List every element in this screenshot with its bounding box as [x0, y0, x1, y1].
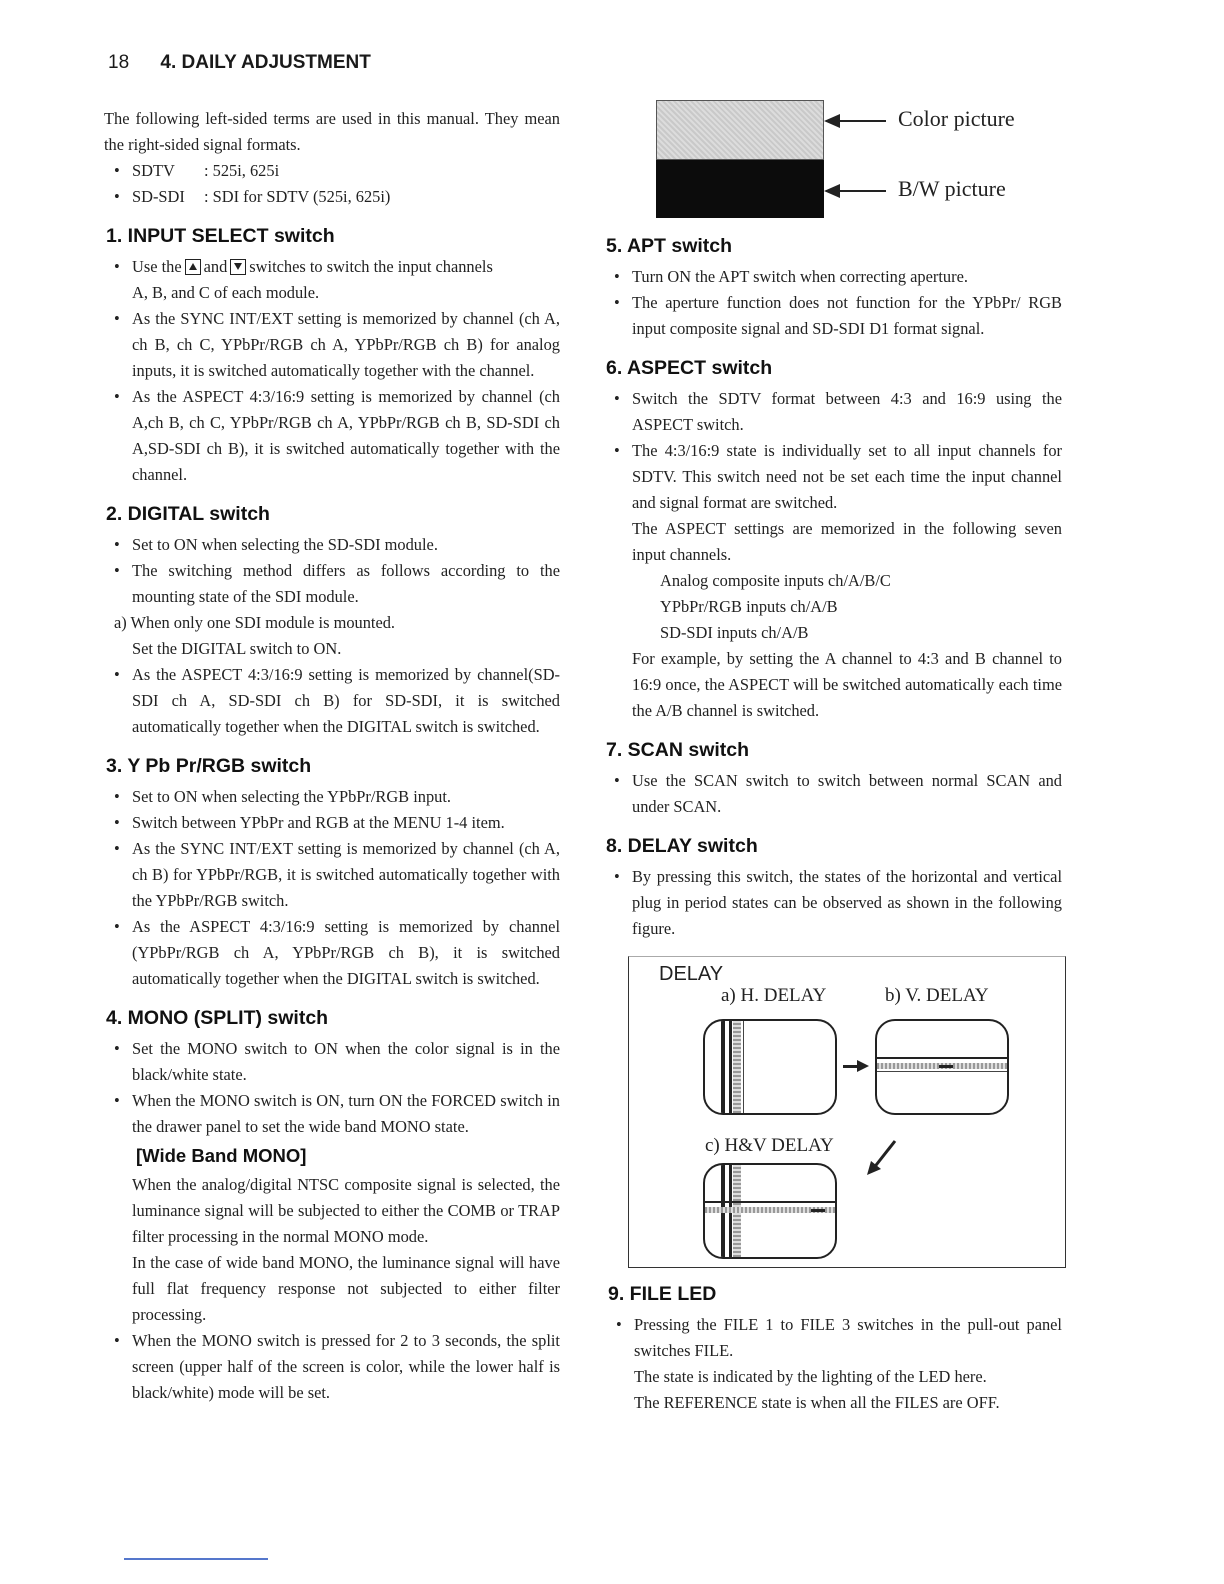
sub-heading-wide-band-mono: [Wide Band MONO] [136, 1145, 307, 1166]
list-item: • As the SYNC INT/EXT setting is memorized by channel (ch A, ch B, ch C, YPbPr/RGB ch A, YPbPr/RGB ch B) for analog inputs, it is switched automatically together with the channel. [104, 306, 560, 384]
list-item: • Set to ON when selecting the YPbPr/RGB input. [104, 784, 560, 810]
paragraph: In the case of wide band MONO, the luminance signal will have full flat frequency response not subjected to either filter processing. [132, 1253, 560, 1324]
list-item: • Pressing the FILE 1 to FILE 3 switches in the pull-out panel switches FILE. [606, 1312, 1062, 1364]
paragraph: The state is indicated by the lighting of the LED here. [634, 1367, 987, 1386]
paragraph: The REFERENCE state is when all the FILES are OFF. [634, 1393, 1000, 1412]
left-column [104, 106, 560, 1406]
list-item: • By pressing this switch, the states of the horizontal and vertical plug in period states can be observed as shown in the following figure. [604, 864, 1062, 942]
term-row: • SDTV : 525i, 625i [104, 158, 560, 184]
file-led-section [606, 1280, 1062, 1416]
term-def: : 525i, 625i [204, 161, 280, 180]
list-item: • As the ASPECT 4:3/16:9 setting is memorized by channel (ch A,ch B, ch C, YPbPr/RGB ch A, YPbPr/RGB ch B, SD-SDI ch A,SD-SDI ch B), it is switched automatically together with the channel. [104, 384, 560, 488]
section-heading-digital: 2. DIGITAL switch [106, 503, 270, 525]
section-heading-ypbpr: 3. Y Pb Pr/RGB switch [106, 755, 312, 777]
h-delay-screen [703, 1019, 837, 1115]
arrow-left-icon [826, 190, 886, 192]
list-item: Analog composite inputs ch/A/B/C [660, 571, 891, 590]
list-item: • As the SYNC INT/EXT setting is memorized by channel (ch A, ch B) for YPbPr/RGB, it is switched automatically together with the YPbPr/RGB switch. [104, 836, 560, 914]
chapter-title: 4. DAILY ADJUSTMENT [160, 52, 371, 73]
right-column [604, 232, 1062, 942]
delay-figure [628, 956, 1066, 1268]
paragraph: For example, by setting the A channel to 4:3 and B channel to 16:9 once, the ASPECT will be switched automatically each time the A/B channel is switched. [632, 649, 1062, 720]
term: SD-SDI [132, 187, 185, 206]
v-delay-label: b) V. DELAY [885, 985, 989, 1006]
paragraph: When the analog/digital NTSC composite signal is selected, the luminance signal will be subjected to either the COMB or TRAP filter processing in the normal MONO mode. [132, 1175, 560, 1246]
bw-picture-label: B/W picture [898, 176, 1006, 201]
list-item: SD-SDI inputs ch/A/B [660, 623, 809, 642]
footer-rule [124, 1558, 268, 1560]
list-item: • Use the SCAN switch to switch between normal SCAN and under SCAN. [604, 768, 1062, 820]
section-heading-aspect: 6. ASPECT switch [606, 357, 773, 379]
text: and [203, 257, 228, 276]
color-picture-area [656, 100, 824, 160]
up-arrow-key-icon [185, 259, 201, 275]
sub-item-a: a) When only one SDI module is mounted. [114, 613, 396, 632]
sub-item-text: Set the DIGITAL switch to ON. [132, 639, 342, 658]
text: Use the [132, 257, 182, 276]
arrow-right-head-icon [857, 1060, 869, 1072]
arrow-left-icon [826, 120, 886, 122]
page-number: 18 [108, 52, 130, 73]
text: switches to switch the input channels [249, 257, 493, 276]
text: A, B, and C of each module. [132, 283, 320, 302]
list-item: • Switch between YPbPr and RGB at the MENU 1-4 item. [104, 810, 560, 836]
list-item: • Switch the SDTV format between 4:3 and 16:9 using the ASPECT switch. [604, 386, 1062, 438]
section-heading-delay: 8. DELAY switch [606, 835, 758, 857]
bw-picture-area [656, 160, 824, 218]
list-item: • When the MONO switch is pressed for 2 to 3 seconds, the split screen (upper half of the screen is color, while the lower half is black/white) mode will be set. [104, 1328, 560, 1406]
arrow-down-left-icon [865, 1137, 901, 1177]
term: SDTV [132, 161, 175, 180]
section-heading-scan: 7. SCAN switch [606, 739, 750, 761]
list-item: • Turn ON the APT switch when correcting aperture. [604, 264, 1062, 290]
h-delay-label: a) H. DELAY [721, 985, 827, 1006]
page-header [108, 52, 371, 74]
list-item: YPbPr/RGB inputs ch/A/B [660, 597, 838, 616]
list-item [104, 254, 560, 306]
list-item: • The switching method differs as follows according to the mounting state of the SDI module. [104, 558, 560, 610]
section-heading-file-led: 9. FILE LED [608, 1283, 717, 1305]
list-item: • As the ASPECT 4:3/16:9 setting is memorized by channel (YPbPr/RGB ch A, YPbPr/RGB ch B), it is switched automatically together when the DIGITAL switch is switched. [104, 914, 560, 992]
color-picture-label: Color picture [898, 106, 1015, 131]
paragraph: The ASPECT settings are memorized in the following seven input channels. [632, 519, 1062, 564]
down-arrow-key-icon [230, 259, 246, 275]
hv-delay-screen [703, 1163, 837, 1259]
delay-figure-title: DELAY [659, 963, 724, 985]
term-row: • SD-SDI : SDI for SDTV (525i, 625i) [104, 184, 560, 210]
list-item: • When the MONO switch is ON, turn ON the FORCED switch in the drawer panel to set the wide band MONO state. [104, 1088, 560, 1140]
v-delay-screen [875, 1019, 1009, 1115]
list-item: • Set to ON when selecting the SD-SDI module. [104, 532, 560, 558]
intro-text: The following left-sided terms are used in this manual. They mean the right-sided signal formats. [104, 109, 560, 154]
list-item: • The aperture function does not function for the YPbPr/ RGB input composite signal and SD-SDI D1 format signal. [604, 290, 1062, 342]
split-screen-figure [656, 100, 1056, 220]
term-def: : SDI for SDTV (525i, 625i) [204, 187, 391, 206]
section-heading-input-select: 1. INPUT SELECT switch [106, 225, 335, 247]
list-item: • The 4:3/16:9 state is individually set to all input channels for SDTV. This switch need not be set each time the input channel and signal format are switched. [604, 438, 1062, 516]
list-item: • As the ASPECT 4:3/16:9 setting is memorized by channel(SD-SDI ch A, SD-SDI ch B) for SD-SDI, it is switched automatically together when the DIGITAL switch is switched. [104, 662, 560, 740]
section-heading-apt: 5. APT switch [606, 235, 733, 257]
hv-delay-label: c) H&V DELAY [705, 1135, 834, 1156]
list-item: • Set the MONO switch to ON when the color signal is in the black/white state. [104, 1036, 560, 1088]
section-heading-mono: 4. MONO (SPLIT) switch [106, 1007, 329, 1029]
